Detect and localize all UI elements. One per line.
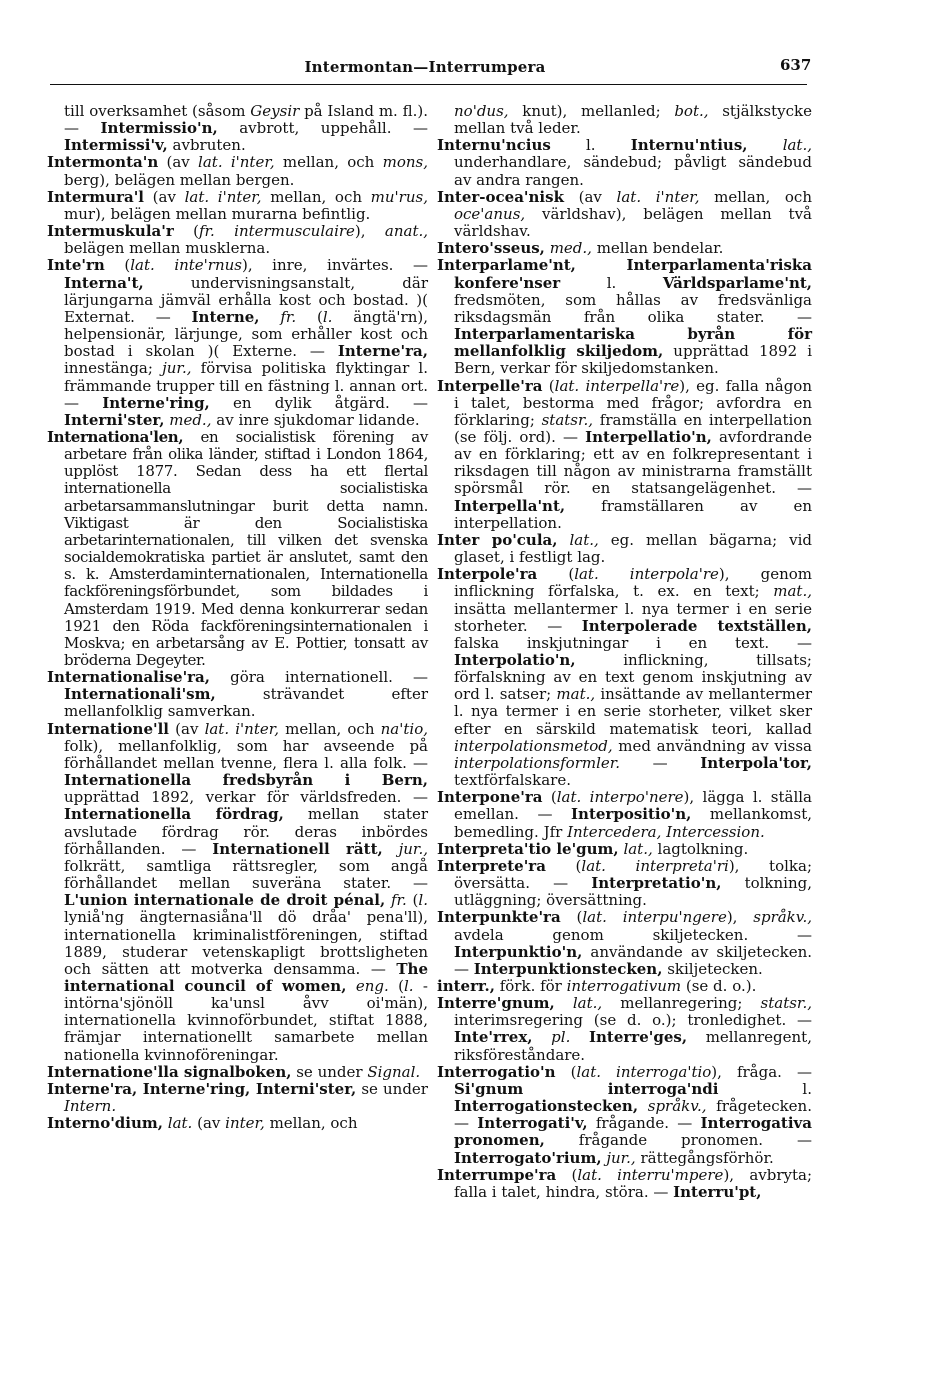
dictionary-entry: Internatione'lla signalboken, se under Signal. [47,1062,421,1081]
dictionary-entry: no'dus, knut), mellanled; bot., stjälkstycke mellan två leder. [454,102,812,138]
dictionary-entry: Internu'ncius l. Internu'ntius, lat., underhandlare, sändebud; påvligt sändebud av andra rangen. [437,136,812,189]
left-column [47,103,428,1132]
dictionary-entry: Interpunkte'ra (lat. interpu'ngere), språkv., avdela genom skiljetecken. — Interpunktio'n, användande av skiljetecken. — Interpunktionstecken, skiljetecken. [437,908,812,978]
dictionary-entry: Inter-ocea'nisk (av lat. i'nter, mellan, och oce'anus, världshav), belägen mellan två världshav. [437,187,812,241]
right-column [437,103,812,1201]
header-rule [50,84,807,85]
dictionary-entry: Inter po'cula, lat., eg. mellan bägarna; vid glaset, i festligt lag. [437,530,812,567]
running-head: Intermontan—Interrumpera [304,58,546,76]
dictionary-entry: Intermura'l (av lat. i'nter, mellan, och mu'rus, mur), belägen mellan murarna befintlig. [47,187,428,223]
dictionary-entry: Interpreta'tio le'gum, lat., lagtolkning. [437,839,749,858]
dictionary-entry: Internatione'll (av lat. i'nter, mellan, och na'tio, folk), mellanfolklig, som har avseende på förhållandet mellan tvenne, flera l. alla folk. — Internationella fredsbyrån i Bern, upprättad 1892, verkar för världsfreden. — Internationella fördrag, mellan stater avslutade fördrag rör. deras inbördes förhållanden. — Internationell rätt, jur., folkrätt, samtliga rättsregler, som angå förhållandet mellan suveräna stater. — L'union internationale de droit pénal, fr. (l. lyniå'ng ängternasiåna'll dö dråa' pena'll), internationella kriminalistföreningen, stiftad 1889, studerar vetenskapligt brottsligheten och sätten att motverka densamma. — The international council of women, eng. (l. - intörna'sjönöll ka'unsl åvv oi'män), internationella kvinnoförbundet, stiftat 1888, främjar internationellt samarbete mellan nationella kvinnoföreningar. [47,719,428,1064]
dictionary-entry: Interpelle'ra (lat. interpella're), eg. falla någon i talet, bestorma med frågor; avfordra en förklaring; statsr., framställa en interpellation (se följ. ord). — Interpellatio'n, avfordrande av en förklaring; ett av en folkrepresentant i riksdagen till någon av ministrarna framställt spörsmål rör. en statsangelägenhet. — Interpella'nt, framställaren av en interpellation. [437,376,812,532]
dictionary-entry: Inte'rn (lat. inte'rnus), inre, invärtes. — Interna't, undervisningsanstalt, där lärjungarna jämväl erhålla kost och bostad. )( Externat. — Interne, fr. (l. ängtä'rn), helpensionär, lärjunge, som erhåller kost och bostad i skolan )( Externe. — Interne'ra, innestänga; jur., förvisa politiska flyktingar l. främmande trupper till en fästning l. annan ort. — Interne'ring, en dylik åtgärd. — Interni'ster, med., av inre sjukdomar lidande. [47,256,428,429]
dictionary-entry: Internationalise'ra, göra internationell. — Internationali'sm, strävandet efter mellanfolklig samverkan. [47,668,428,721]
dictionary-entry: Interrumpe'ra (lat. interru'mpere), avbryta; falla i talet, hindra, störa. — Interru'pt, [437,1165,813,1201]
dictionary-entry: Interprete'ra (lat. interpreta'ri), tolka; översätta. — Interpretatio'n, tolkning, utläggning; översättning. [437,856,813,910]
dictionary-entry: Internationa'len, en socialistisk förening av arbetare från olika länder, stiftad i London 1864, upplöst 1877. Sedan dess ha ett flertal internationella socialistiska arbetarsammanslutningar burit detta namn. Viktigast är den Socialistiska arbetarinternationalen, till vilken det svenska socialdemokratiska partiet är anslutet, samt den s. k. Amsterdaminternationalen, Internationella fackföreningsförbundet, som bildades i Amsterdam 1919. Med denna konkurrerar sedan 1921 den Röda fackföreningsinternationalen i Moskva; en arbetarsång av E. Pottier, tonsatt av bröderna Degeyter. [47,427,428,669]
dictionary-entry: Interparlame'nt, Interparlamenta'riska konfere'nser l. Världsparlame'nt, fredsmöten, som hållas av fredsvänliga riksdagsmän från olika stater. — Interparlamentariska byrån för mellanfolklig skiljedom, upprättad 1892 i Bern, verkar för skiljedomstanken. [437,256,812,378]
dictionary-entry: Interne'ra, Interne'ring, Interni'ster, se under Intern. [47,1079,428,1116]
dictionary-entry: Interre'gnum, lat., mellanregering; statsr., interimsregering (se d. o.); tronledighet. — Inte'rrex, pl. Interre'ges, mellanregent, riksföreståndare. [437,994,812,1064]
dictionary-entry: interr., förk. för interrogativum (se d. o.). [437,976,757,995]
dictionary-entry: Intermuskula'r (fr. intermusculaire), anat., belägen mellan musklerna. [47,222,429,258]
dictionary-entry: Interno'dium, lat. (av inter, mellan, och [47,1114,358,1133]
dictionary-entry: Intero'sseus, med., mellan bendelar. [437,239,724,258]
dictionary-entry: Interrogatio'n (lat. interroga'tio), fråga. — Si'gnum interroga'ndi l. Interrogationstecken, språkv., frågetecken. — Interrogati'v, frågande. — Interrogativa pronomen, frågande pronomen. — Interrogato'rium, jur., rättegångsförhör. [437,1062,812,1167]
dictionary-entry: till overksamhet (såsom Geysir på Island m. fl.). — Intermissio'n, avbrott, uppehåll. — Intermissi'v, avbruten. [64,102,428,155]
page-number: 637 [780,56,812,74]
dictionary-entry: Interpone'ra (lat. interpo'nere), lägga l. ställa emellan. — Interpositio'n, mellankomst, bemedling. Jfr Intercedera, Intercession. [437,788,813,841]
dictionary-entry: Interpole'ra (lat. interpola're), genom inflickning förfalska, t. ex. en text; mat., insätta mellantermer l. nya termer i en serie storheter. — Interpolerade textställen, falska inskjutningar i en text. — Interpolatio'n, inflickning, tillsats; förfalskning av en text genom inskjutning av ord l. satser; mat., insättande av mellantermer l. nya termer i en serie storheter, vilket sker efter en särskild matematisk teori, kallad interpolationsmetod, med användning av vissa interpolationsformler. — Interpola'tor, textförfalskare. [437,565,813,790]
dictionary-entry: Intermonta'n (av lat. i'nter, mellan, och mons, berg), belägen mellan bergen. [47,153,428,189]
